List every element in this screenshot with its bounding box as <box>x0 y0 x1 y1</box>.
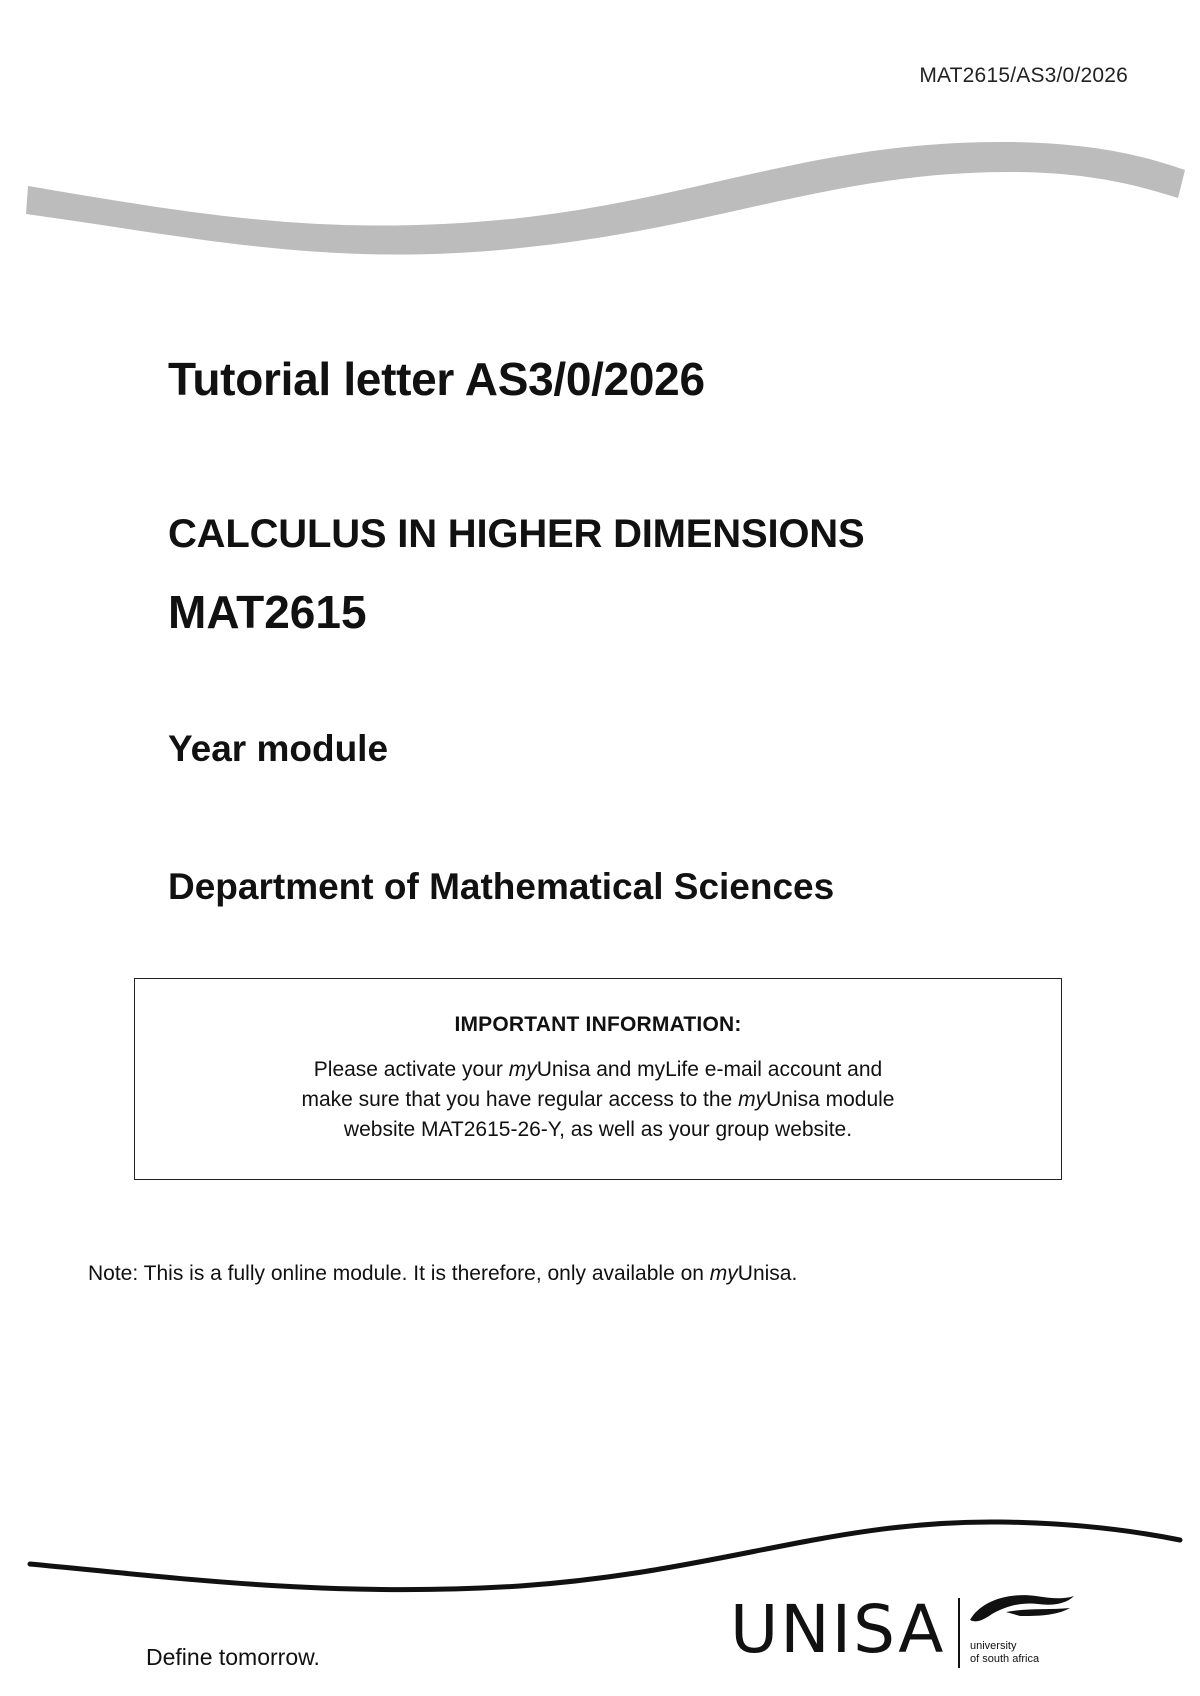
my-italic: my <box>508 1058 537 1081</box>
note-text: Unisa. <box>737 1262 798 1285</box>
title-block <box>168 352 1128 407</box>
logo-divider <box>958 1598 960 1668</box>
note-text: Note: This is a fully online module. It is therefore, only available on <box>88 1262 710 1285</box>
important-information-box <box>134 978 1062 1180</box>
my-italic: my <box>738 1088 767 1111</box>
bottom-wave-decoration <box>0 1500 1200 1600</box>
department-name: Department of Mathematical Sciences <box>168 866 835 907</box>
info-text: Unisa and myLife e-mail account and <box>536 1058 883 1081</box>
info-line-3: website MAT2615-26-Y, as well as your group website. <box>343 1118 853 1141</box>
document-code: MAT2615/AS3/0/2026 <box>919 64 1128 87</box>
info-text: Please activate your <box>313 1058 509 1081</box>
bottom-wave-line <box>30 1522 1180 1590</box>
logo-wordmark: UNISA <box>730 1591 946 1668</box>
info-text: make sure that you have regular access to the <box>301 1088 739 1111</box>
info-text: Unisa module <box>766 1088 895 1111</box>
logo-subtitle <box>970 1640 1039 1666</box>
important-information-heading: IMPORTANT INFORMATION: <box>454 1013 742 1036</box>
module-code: MAT2615 <box>168 586 367 638</box>
module-type: Year module <box>168 728 389 769</box>
online-module-note <box>88 1262 797 1286</box>
logo-subtitle-line: university <box>970 1640 1017 1652</box>
my-italic: my <box>709 1262 738 1285</box>
top-wave-band <box>26 142 1185 255</box>
slogan: Define tomorrow. <box>146 1644 320 1670</box>
bird-icon <box>966 1590 1076 1630</box>
tutorial-letter-title: Tutorial letter AS3/0/2026 <box>168 353 705 405</box>
top-wave-decoration <box>0 120 1200 260</box>
module-name: CALCULUS IN HIGHER DIMENSIONS <box>168 512 865 556</box>
info-line-1 <box>235 1055 961 1085</box>
info-line-2 <box>235 1085 961 1115</box>
unisa-logo <box>730 1590 1090 1680</box>
logo-subtitle-line: of south africa <box>970 1653 1040 1665</box>
important-information-body <box>135 1055 1061 1145</box>
